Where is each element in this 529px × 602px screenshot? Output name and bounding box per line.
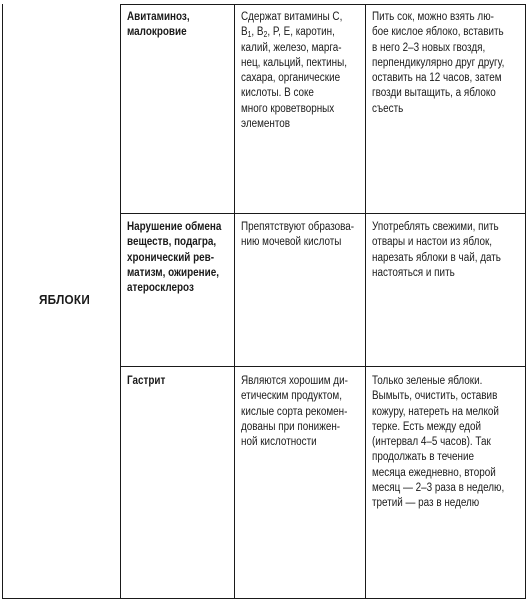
usage-line: Пить сок, можно взять лю-	[372, 11, 494, 23]
condition-line: атеросклероз	[127, 282, 194, 295]
properties-line: нию мочевой кислоты	[241, 236, 342, 249]
properties-cell-3	[241, 374, 348, 450]
condition-cell-1	[127, 10, 190, 41]
properties-line: калий, железо, марга-	[241, 41, 342, 54]
vitamin-b-subscript-2: 2	[263, 30, 268, 40]
table-border-left	[2, 4, 3, 599]
vitamin-b-subscript-1: 1	[247, 30, 252, 40]
usage-line: гвозди вытащить, а яблоко	[372, 87, 496, 100]
condition-line: Авитаминоз,	[127, 11, 190, 23]
properties-line: кислые сорта рекомен-	[241, 405, 348, 418]
properties-line: кислоты. В соке	[241, 87, 314, 100]
condition-cell-3	[127, 374, 165, 389]
usage-line: Вымыть, очистить, оставив	[372, 390, 498, 403]
column-divider-3	[365, 4, 366, 599]
condition-line: Нарушение обмена	[127, 221, 222, 233]
usage-line: в него 2–3 новых гвоздя,	[372, 41, 486, 54]
column-divider-1	[120, 4, 121, 599]
usage-line: оставить на 12 часов, затем	[372, 72, 502, 85]
usage-line: третий — раз в неделю	[372, 497, 480, 510]
properties-cell-1	[241, 10, 347, 132]
table-border-top	[120, 4, 526, 5]
properties-line: элементов	[241, 118, 291, 131]
usage-line: бое кислое яблоко, вставить	[372, 26, 504, 39]
condition-line: хронический рев-	[127, 251, 215, 264]
usage-line: терке. Есть между едой	[372, 420, 482, 433]
properties-line: Являются хорошим ди-	[241, 375, 348, 387]
table-border-right	[525, 4, 526, 599]
usage-line: месяц — 2–3 раза в неделю,	[372, 482, 505, 495]
usage-line: кожуру, натереть на мелкой	[372, 405, 499, 418]
condition-line: веществ, подагра,	[127, 236, 217, 249]
usage-cell-1	[372, 10, 504, 117]
properties-line: ной кислотности	[241, 436, 317, 449]
vitamin-b: B	[241, 26, 248, 39]
condition-line: Гастрит	[127, 375, 166, 387]
usage-line: продолжать в течение	[372, 451, 475, 464]
usage-line: съесть	[372, 102, 404, 115]
usage-line: Только зеленые яблоки.	[372, 375, 483, 387]
properties-line: много кроветворных	[241, 102, 335, 115]
usage-line: нарезать яблоки в чай, дать	[372, 251, 501, 264]
properties-line: нец, кальций, пектины,	[241, 56, 347, 69]
properties-line: Препятствуют образова-	[241, 221, 355, 233]
product-name: ЯБЛОКИ	[39, 292, 91, 307]
properties-line-vitamins	[241, 25, 347, 40]
row-divider-2	[120, 366, 526, 367]
usage-cell-3	[372, 374, 504, 512]
condition-line: матизм, ожирение,	[127, 266, 219, 279]
properties-cell-2	[241, 220, 354, 251]
usage-line: месяца ежедневно, второй	[372, 466, 496, 479]
properties-line: сахара, органические	[241, 72, 341, 85]
usage-line: Употреблять свежими, пить	[372, 221, 499, 233]
properties-line: дованы при понижен-	[241, 420, 341, 433]
usage-line: отвары и настои из яблок,	[372, 236, 493, 249]
vitamin-rest: , P, E, каротин,	[267, 26, 335, 39]
usage-line: перпендикулярно друг другу,	[372, 56, 505, 69]
condition-cell-2	[127, 220, 221, 296]
table-border-bottom	[2, 598, 526, 599]
row-divider-1	[120, 213, 526, 214]
properties-line: Сдержат витамины С,	[241, 11, 343, 23]
usage-line: настояться и пить	[372, 266, 455, 279]
condition-line: малокровие	[127, 26, 187, 39]
usage-line: (интервал 4–5 часов). Так	[372, 436, 491, 449]
usage-cell-2	[372, 220, 501, 281]
properties-line: етическим продуктом,	[241, 390, 342, 403]
column-divider-2	[234, 4, 235, 599]
vitamin-separator: , B	[251, 26, 264, 39]
